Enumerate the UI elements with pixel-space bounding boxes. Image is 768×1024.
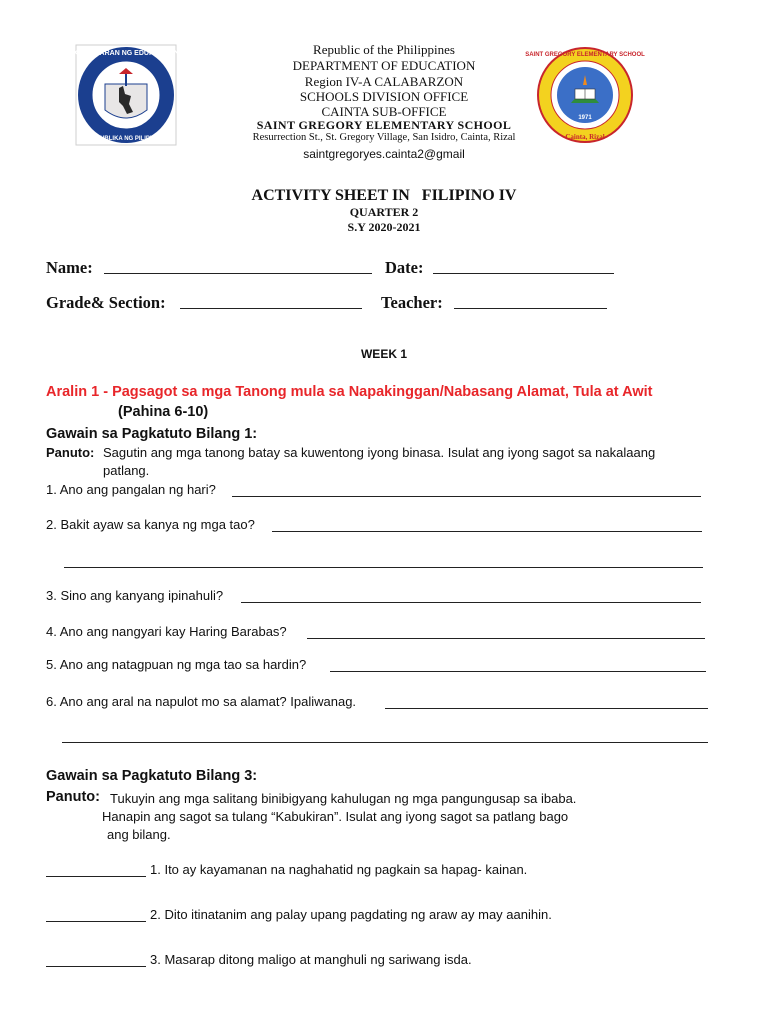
question-4: 4. Ano ang nangyari kay Haring Barabas? [46, 624, 287, 639]
answer-line-6b[interactable] [62, 742, 708, 743]
school-name: SAINT GREGORY ELEMENTARY SCHOOL [256, 118, 512, 132]
item-2: 2. Dito itinatanim ang palay upang pagdating ng araw ay may aanihin. [150, 907, 552, 922]
activity3-panuto-line1: Tukuyin ang mga salitang binibigyang kahulugan ng mga pangungusap sa ibaba. [110, 791, 577, 806]
school-logo-year: 1971 [578, 115, 592, 121]
question-3: 3. Sino ang kanyang ipinahuli? [46, 588, 224, 603]
name-field[interactable] [104, 273, 372, 274]
sub-office-line: CAINTA SUB-OFFICE [321, 104, 447, 119]
activity3-panuto-line2: Hanapin ang sagot sa tulang “Kabukiran”. Isulat ang iyong sagot sa patlang bago [102, 809, 569, 824]
blank-item-2[interactable] [46, 921, 146, 922]
school-year-label: S.Y 2020-2021 [347, 220, 421, 234]
activity-title: ACTIVITY SHEET IN FILIPINO IV [251, 187, 517, 204]
activity1-panuto-line2: patlang. [103, 463, 150, 478]
activity1-heading: Gawain sa Pagkatuto Bilang 1: [46, 426, 258, 442]
grade-section-field[interactable] [180, 308, 362, 309]
answer-line-2[interactable] [272, 531, 702, 532]
grade-section-label: Grade& Section: [46, 293, 166, 312]
lesson-pages: (Pahina 6-10) [118, 404, 209, 420]
region-line: Region IV-A CALABARZON [304, 74, 464, 89]
answer-line-6[interactable] [385, 708, 708, 709]
teacher-label: Teacher: [381, 293, 443, 312]
republic-line: Republic of the Philippines [313, 42, 455, 57]
teacher-field[interactable] [454, 308, 607, 309]
answer-line-4[interactable] [307, 638, 705, 639]
question-1: 1. Ano ang pangalan ng hari? [46, 482, 216, 497]
name-label: Name: [46, 258, 93, 277]
blank-item-3[interactable] [46, 966, 146, 967]
school-logo-text-top: SAINT GREGORY ELEMENTARY SCHOOL [525, 52, 645, 58]
division-line: SCHOOLS DIVISION OFFICE [299, 89, 469, 104]
answer-line-1[interactable] [232, 496, 701, 497]
quarter-label: QUARTER 2 [349, 205, 419, 219]
date-label: Date: [385, 258, 424, 277]
answer-line-5[interactable] [330, 671, 706, 672]
school-email: saintgregoryes.cainta2@gmail [303, 147, 465, 161]
question-6: 6. Ano ang aral na napulot mo sa alamat? Ipaliwanag. [46, 694, 357, 709]
activity1-panuto-line1: Sagutin ang mga tanong batay sa kuwentong iyong binasa. Isulat ang iyong sagot sa nakalaang [103, 445, 656, 460]
answer-line-2b[interactable] [64, 567, 703, 568]
blank-item-1[interactable] [46, 876, 146, 877]
activity1-panuto-label: Panuto: [46, 445, 95, 460]
activity3-panuto-line3: ang bilang. [107, 827, 171, 842]
question-5: 5. Ano ang natagpuan ng mga tao sa hardin? [46, 657, 307, 672]
date-field[interactable] [433, 273, 614, 274]
week-label: WEEK 1 [360, 347, 407, 361]
item-1: 1. Ito ay kayamanan na naghahatid ng pagkain sa hapag- kainan. [150, 862, 528, 877]
activity3-heading: Gawain sa Pagkatuto Bilang 3: [46, 768, 258, 784]
activity3-panuto-label: Panuto: [46, 789, 100, 805]
deped-logo-text-top: KAGAWARAN NG EDUKASYON [73, 50, 179, 57]
department-line: DEPARTMENT OF EDUCATION [292, 58, 476, 73]
item-3: 3. Masarap ditong maligo at manghuli ng sariwang isda. [150, 952, 472, 967]
school-address: Resurrection St., St. Gregory Village, San Isidro, Cainta, Rizal [252, 132, 516, 143]
answer-line-3[interactable] [241, 602, 701, 603]
school-logo-text-bottom: Cainta, Rizal [565, 133, 605, 141]
lesson-title: Aralin 1 - Pagsagot sa mga Tanong mula sa Napakinggan/Nabasang Alamat, Tula at Awit [46, 384, 653, 400]
deped-logo-text-bottom: REPUBLIKA NG PILIPINAS [87, 136, 165, 142]
question-2: 2. Bakit ayaw sa kanya ng mga tao? [46, 517, 255, 532]
